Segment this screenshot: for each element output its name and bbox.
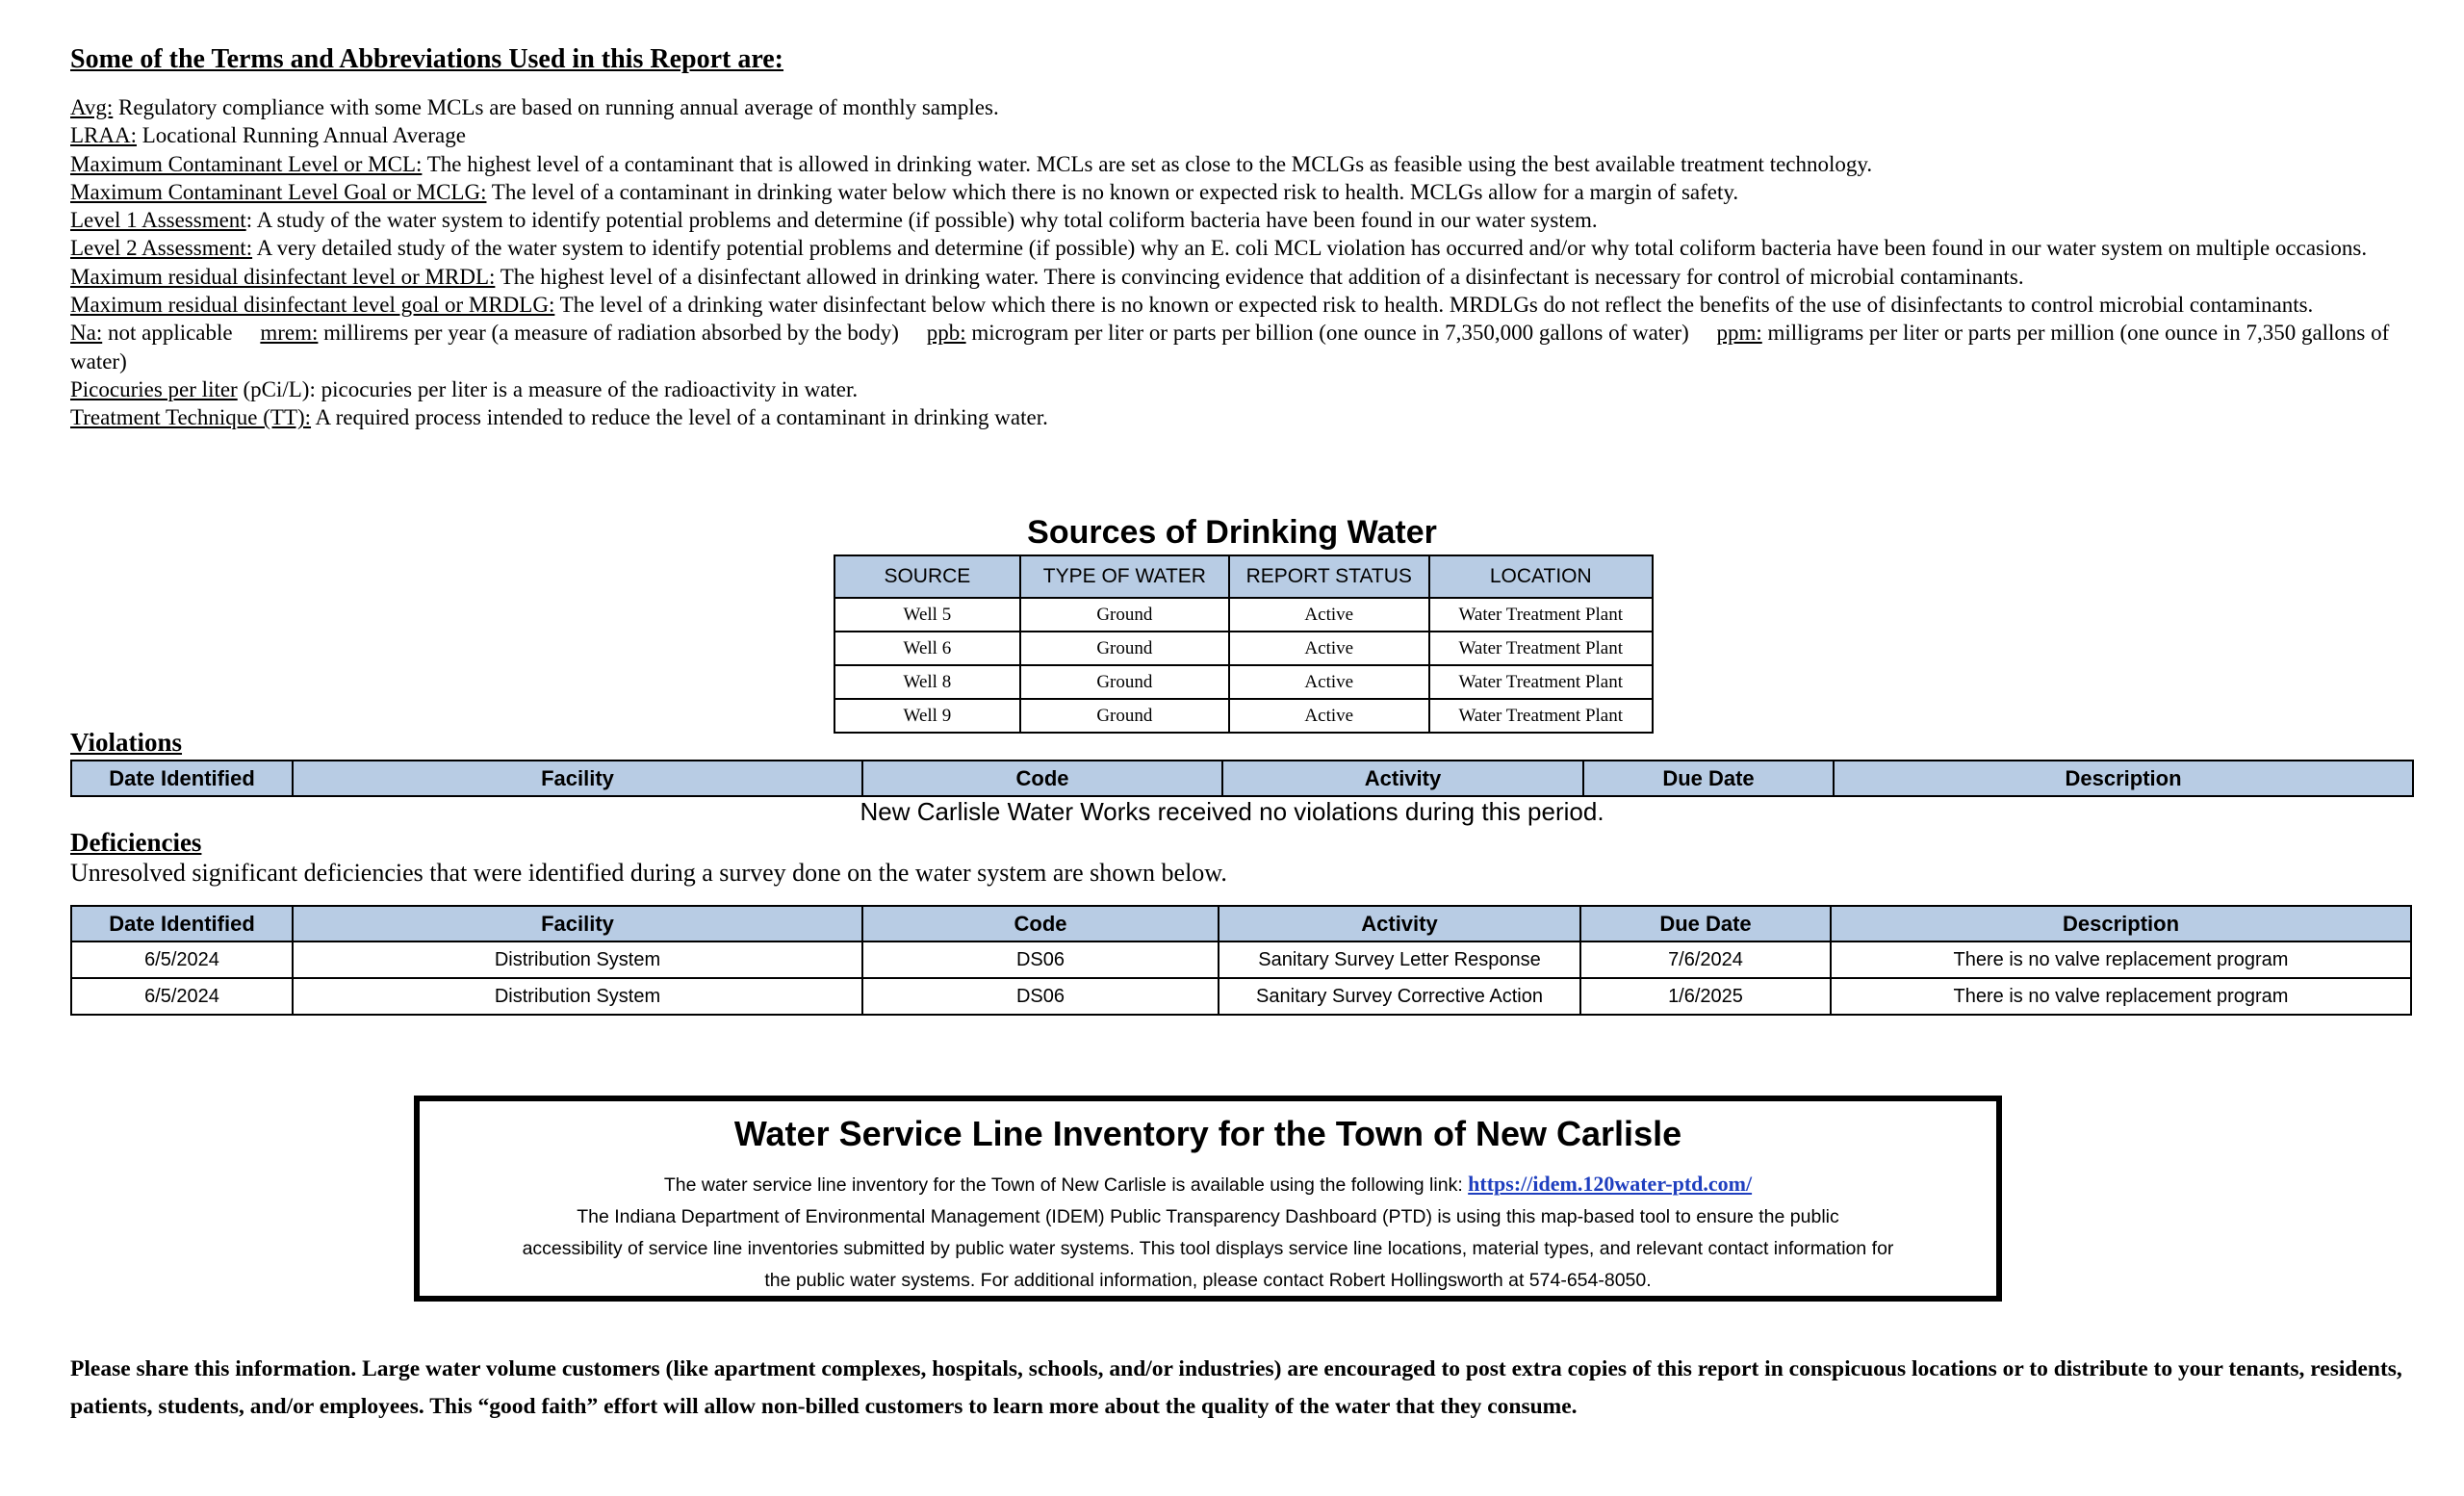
col-header-description: Description	[1834, 761, 2413, 796]
term-definition: microgram per liter or parts per billion (one ounce in 7,350,000 gallons of water)	[965, 321, 1689, 346]
col-header-code: Code	[862, 761, 1222, 796]
table-cell: DS06	[862, 941, 1219, 978]
table-cell: Ground	[1020, 699, 1229, 733]
term-label: Na:	[70, 321, 103, 346]
table-cell: DS06	[862, 978, 1219, 1015]
table-cell: Active	[1229, 598, 1429, 632]
table-cell: Well 6	[834, 632, 1020, 665]
table-row	[834, 699, 1653, 733]
term-label: LRAA:	[70, 123, 137, 148]
table-cell: Ground	[1020, 598, 1229, 632]
table-cell: Well 9	[834, 699, 1020, 733]
term-mcl	[70, 150, 2419, 178]
table-cell: Water Treatment Plant	[1429, 699, 1653, 733]
term-mclg	[70, 178, 2419, 206]
violations-heading: Violations	[70, 728, 183, 757]
term-picocuries	[70, 375, 2419, 403]
table-cell: Distribution System	[293, 941, 862, 978]
table-header-row	[71, 906, 2411, 941]
table-header-row	[834, 555, 1653, 598]
violations-table	[70, 760, 2414, 797]
inventory-line-3: accessibility of service line inventories submitted by public water systems. This tool displays service line locations, material types, and relevant contact information for	[522, 1238, 1894, 1259]
table-cell: Well 8	[834, 665, 1020, 699]
term-label: Maximum residual disinfectant level or MRDL:	[70, 264, 496, 289]
term-mrdlg	[70, 291, 2419, 319]
inventory-title: Water Service Line Inventory for the Town of New Carlisle	[733, 1114, 1682, 1153]
term-definition: The highest level of a contaminant that is allowed in drinking water. MCLs are set as close to the MCLGs as feasible using the best available treatment technology.	[422, 151, 1873, 176]
term-definition: milligrams per liter or parts per million (one ounce in 7,350 gallons of water)	[70, 321, 2390, 374]
table-row	[834, 598, 1653, 632]
col-header-code: Code	[862, 906, 1219, 941]
table-row	[71, 941, 2411, 978]
table-cell: 6/5/2024	[71, 978, 293, 1015]
term-definition: millirems per year (a measure of radiation absorbed by the body)	[318, 321, 899, 346]
table-cell: Active	[1229, 632, 1429, 665]
table-cell: Distribution System	[293, 978, 862, 1015]
table-cell: Active	[1229, 665, 1429, 699]
term-level2	[70, 234, 2419, 262]
term-label: Maximum Contaminant Level or MCL:	[70, 151, 423, 176]
terms-list	[70, 93, 2419, 432]
col-header-type: TYPE OF WATER	[1020, 555, 1229, 598]
term-definition: The level of a contaminant in drinking water below which there is no known or expected risk to health. MCLGs allow for a margin of safety.	[486, 179, 1739, 204]
inventory-line-2: The Indiana Department of Environmental Management (IDEM) Public Transparency Dashboard (PTD) is using this map-based tool to ensure the public	[577, 1206, 1839, 1227]
table-cell: There is no valve replacement program	[1831, 941, 2411, 978]
table-row	[71, 978, 2411, 1015]
table-cell: Active	[1229, 699, 1429, 733]
col-header-location: LOCATION	[1429, 555, 1653, 598]
table-cell: Ground	[1020, 665, 1229, 699]
col-header-facility: Facility	[293, 906, 862, 941]
term-definition: A very detailed study of the water system to identify potential problems and determine (if possible) why an E. coli MCL violation has occurred and/or why total coliform bacteria have been found in our water system on multiple occasions.	[252, 236, 2368, 261]
no-violations-message: New Carlisle Water Works received no violations during this period.	[860, 797, 1604, 826]
inventory-link-intro: The water service line inventory for the Town of New Carlisle is available using the following link:	[663, 1174, 1469, 1196]
term-label: Level 2 Assessment:	[70, 236, 253, 261]
term-label: Level 1 Assessment	[70, 208, 246, 233]
term-level1	[70, 206, 2419, 234]
inventory-link[interactable]: https://idem.120water-ptd.com/	[1468, 1172, 1753, 1196]
table-row	[834, 665, 1653, 699]
col-header-activity: Activity	[1219, 906, 1580, 941]
table-cell: There is no valve replacement program	[1831, 978, 2411, 1015]
service-line-inventory-box	[414, 1096, 2002, 1302]
term-definition: (pCi/L): picocuries per liter is a measure of the radioactivity in water.	[237, 376, 859, 401]
col-header-date-identified: Date Identified	[71, 761, 293, 796]
table-cell: Water Treatment Plant	[1429, 598, 1653, 632]
table-cell: Ground	[1020, 632, 1229, 665]
term-definition: A required process intended to reduce the level of a contaminant in drinking water.	[311, 405, 1048, 430]
term-definition: The level of a drinking water disinfectant below which there is no known or expected risk to health. MRDLGs do not reflect the benefits of the use of disinfectants to control microbial contaminants.	[554, 293, 2314, 318]
term-label: Picocuries per liter	[70, 376, 238, 401]
table-row	[834, 632, 1653, 665]
sources-table	[834, 555, 1654, 734]
term-mrdl	[70, 263, 2419, 291]
term-label: Maximum Contaminant Level Goal or MCLG:	[70, 179, 487, 204]
col-header-facility: Facility	[293, 761, 862, 796]
term-avg	[70, 93, 2419, 121]
table-cell: Sanitary Survey Letter Response	[1219, 941, 1580, 978]
term-definition: Locational Running Annual Average	[137, 123, 466, 148]
term-definition: not applicable	[102, 321, 233, 346]
table-cell: 6/5/2024	[71, 941, 293, 978]
term-label: mrem:	[260, 321, 319, 346]
deficiencies-table	[70, 905, 2412, 1016]
table-cell: Water Treatment Plant	[1429, 665, 1653, 699]
term-tt	[70, 403, 2419, 431]
term-units	[70, 319, 2419, 375]
col-header-date-identified: Date Identified	[71, 906, 293, 941]
term-label: Maximum residual disinfectant level goal or MRDLG:	[70, 293, 555, 318]
deficiencies-intro: Unresolved significant deficiencies that were identified during a survey done on the water system are shown below.	[70, 859, 1227, 887]
table-cell: Sanitary Survey Corrective Action	[1219, 978, 1580, 1015]
table-cell: Well 5	[834, 598, 1020, 632]
inventory-body	[420, 1168, 1996, 1297]
col-header-activity: Activity	[1222, 761, 1583, 796]
term-definition: Regulatory compliance with some MCLs are based on running annual average of monthly samples.	[113, 95, 999, 119]
term-lraa	[70, 121, 2419, 149]
sources-title: Sources of Drinking Water	[1027, 514, 1437, 551]
col-header-due-date: Due Date	[1583, 761, 1834, 796]
term-label: Avg:	[70, 95, 114, 119]
term-label: ppb:	[926, 321, 966, 346]
col-header-description: Description	[1831, 906, 2411, 941]
table-cell: 7/6/2024	[1580, 941, 1831, 978]
term-definition: : A study of the water system to identify potential problems and determine (if possible) why total coliform bacteria have been found in our water system.	[245, 208, 1598, 233]
table-header-row	[71, 761, 2413, 796]
terms-heading: Some of the Terms and Abbreviations Used in this Report are:	[70, 44, 784, 74]
share-note: Please share this information. Large water volume customers (like apartment complexes, hospitals, schools, and/or industries) are encouraged to post extra copies of this report in conspicuous locations or to distribute to your tenants, residents, patients, students, and/or employees. This “good faith” effort will allow non-billed customers to learn more about the quality of the water that they consume.	[70, 1356, 2402, 1419]
table-cell: 1/6/2025	[1580, 978, 1831, 1015]
term-label: ppm:	[1716, 321, 1762, 346]
table-cell: Water Treatment Plant	[1429, 632, 1653, 665]
col-header-source: SOURCE	[834, 555, 1020, 598]
inventory-line-1	[420, 1168, 1996, 1201]
deficiencies-heading: Deficiencies	[70, 828, 202, 857]
col-header-due-date: Due Date	[1580, 906, 1831, 941]
col-header-status: REPORT STATUS	[1229, 555, 1429, 598]
term-definition: The highest level of a disinfectant allowed in drinking water. There is convincing evidence that addition of a disinfectant is necessary for control of microbial contaminants.	[495, 264, 2024, 289]
term-label: Treatment Technique (TT):	[70, 405, 312, 430]
inventory-line-4: the public water systems. For additional information, please contact Robert Hollingsworth at 574-654-8050.	[764, 1270, 1652, 1291]
